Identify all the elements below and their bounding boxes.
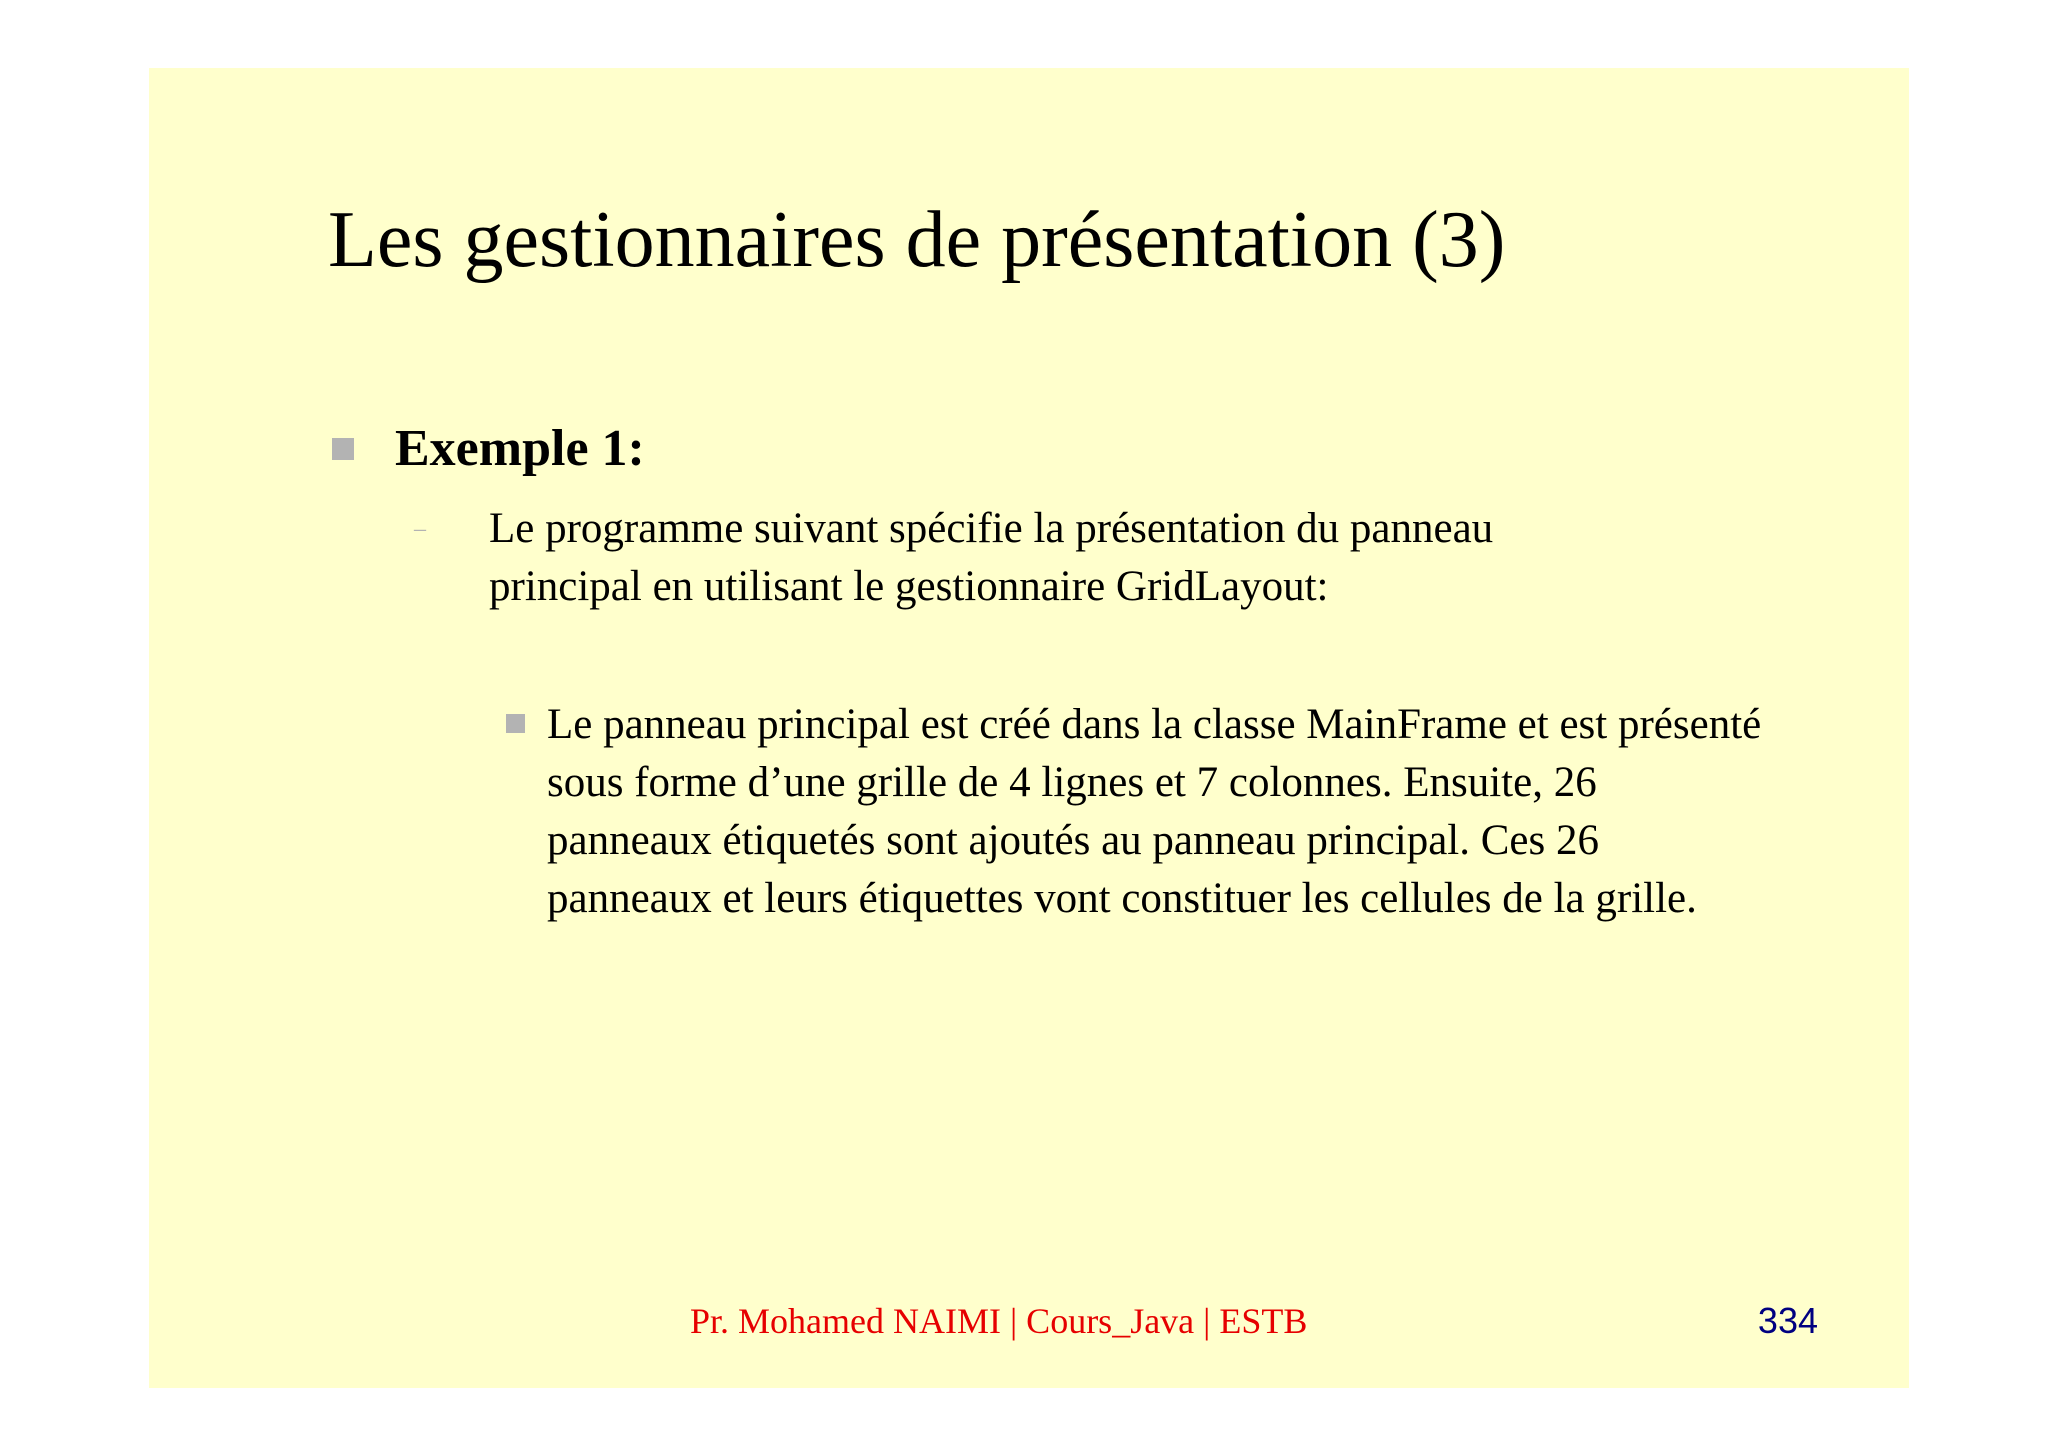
bullet-level1-text: Exemple 1:	[395, 420, 645, 477]
bullet-level2	[414, 500, 1614, 616]
page-number: 334	[1757, 1300, 1818, 1341]
bullet-level3-text: Le panneau principal est créé dans la classe MainFrame et est présenté sous forme d’une grille de 4 lignes et 7 colonnes. Ensuite, 26 panneaux étiquetés sont ajoutés au panneau principal. Ces 26 panneaux et leurs étiquettes vont constituer les cellules de la grille.	[547, 701, 1762, 922]
bullet-level2-text: Le programme suivant spécifie la présentation du panneau principal en utilisant le gestionnaire GridLayout:	[489, 505, 1494, 610]
square-bullet-icon	[506, 714, 525, 733]
bullet-level1	[332, 418, 645, 480]
footer-text: Pr. Mohamed NAIMI | Cours_Java | ESTB	[690, 1301, 1308, 1341]
dash-bullet-icon: –	[414, 516, 426, 542]
slide-title: Les gestionnaires de présentation (3)	[328, 196, 1506, 284]
slide	[149, 68, 1909, 1388]
square-bullet-icon	[332, 438, 354, 460]
bullet-level3	[506, 696, 1766, 928]
